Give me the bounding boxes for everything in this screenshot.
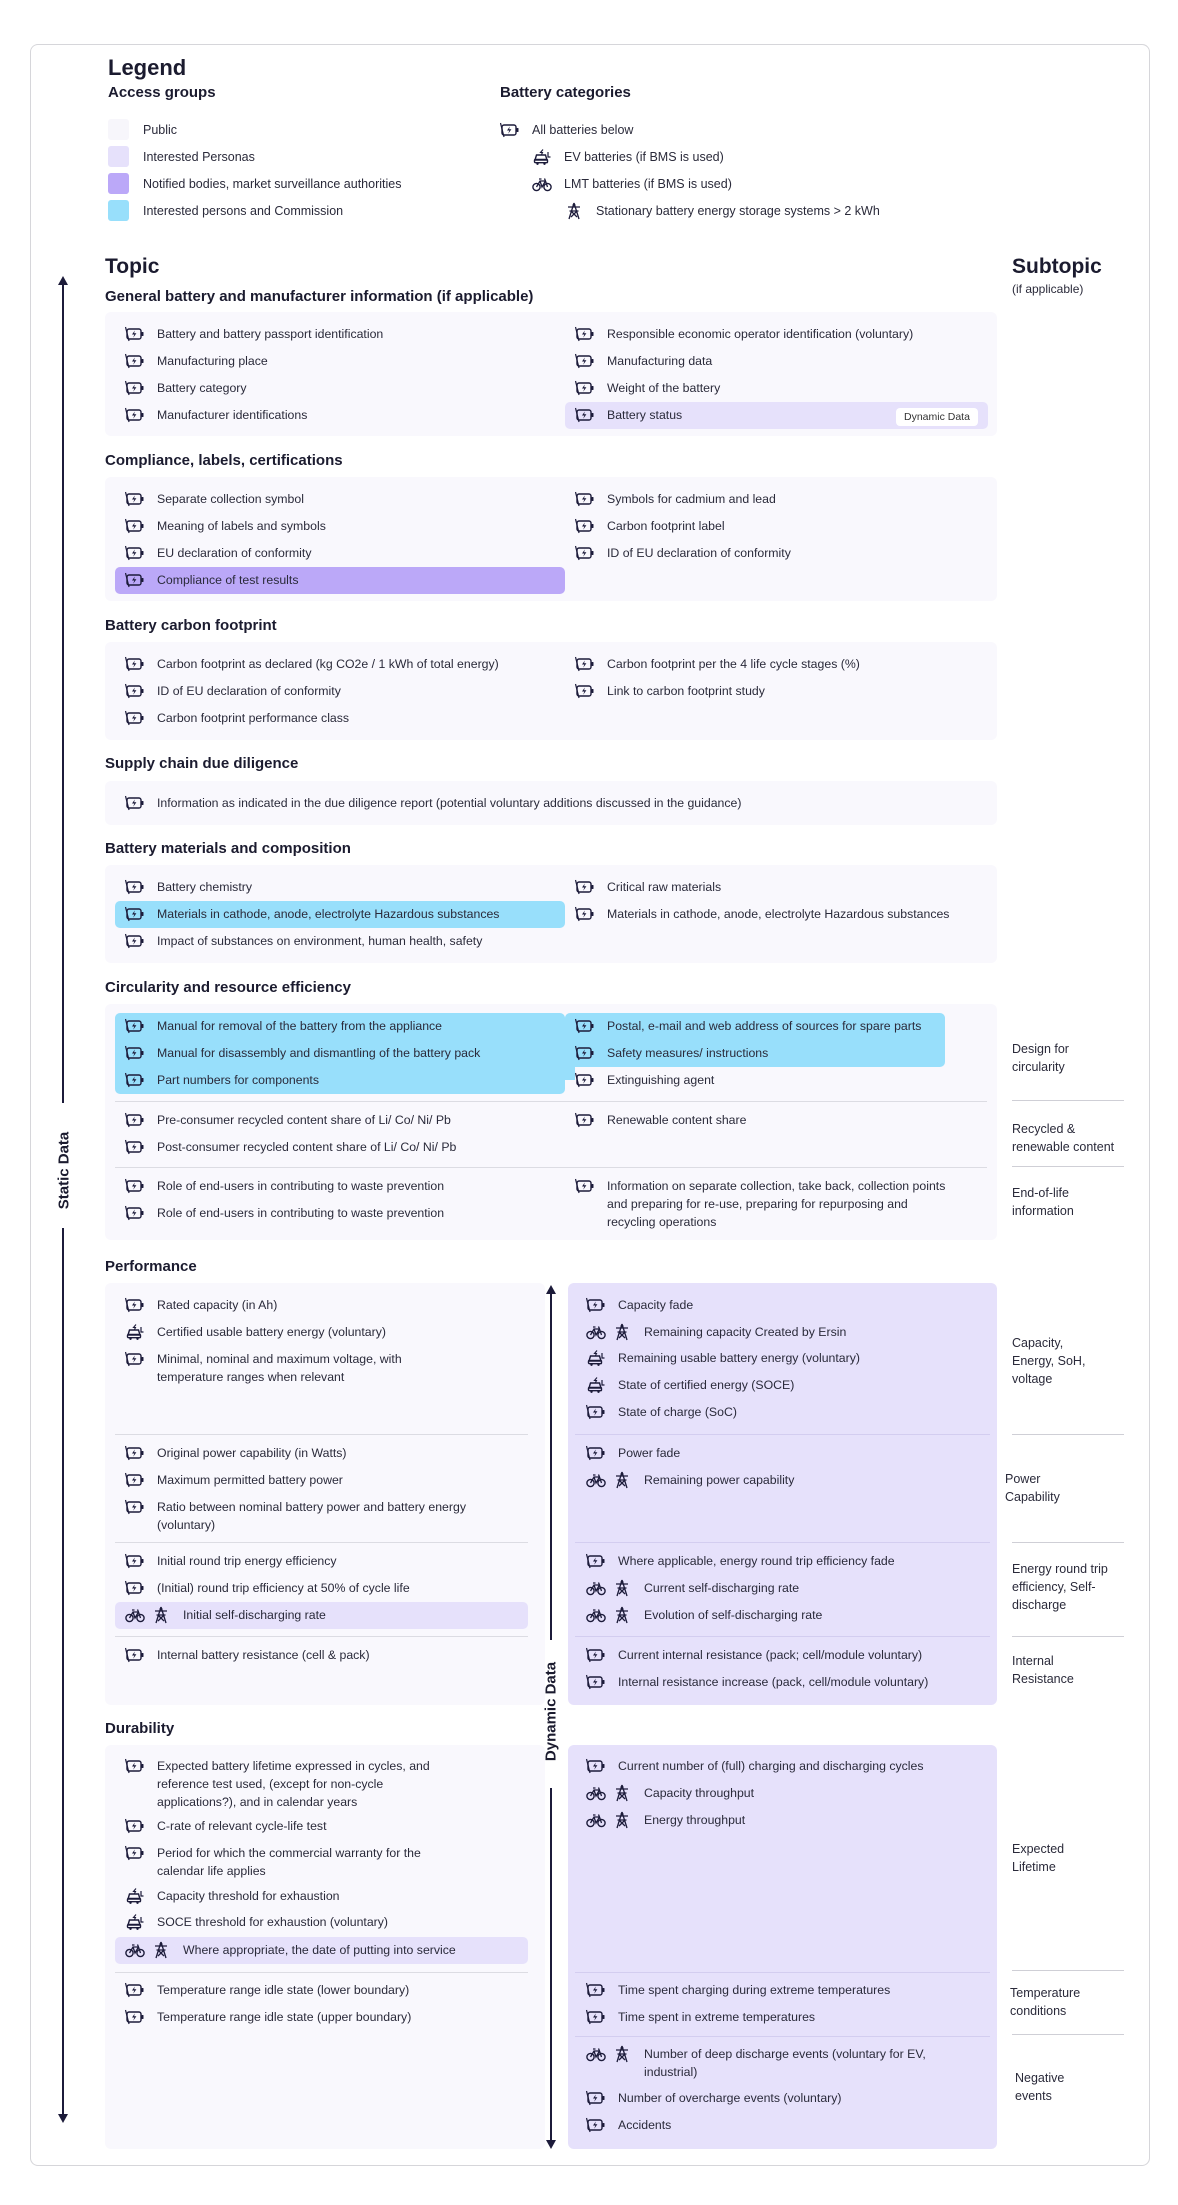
legend-access-public xyxy=(108,119,177,140)
subtopic-title: Subtopic xyxy=(1012,255,1102,278)
pylon-icon xyxy=(151,1941,171,1959)
highlight-circularity-join xyxy=(555,1050,575,1080)
list-item: Role of end-users in contributing to waste prevention xyxy=(125,1204,444,1222)
list-item: Extinguishing agent xyxy=(575,1071,714,1089)
list-item: ID of EU declaration of conformity xyxy=(125,682,341,700)
battery-icon xyxy=(586,2008,606,2026)
subtopic-recycled-content: Recycled & renewable content xyxy=(1012,1122,1115,1154)
subtopic-note: (if applicable) xyxy=(1012,282,1084,296)
dynamic-arrow-line-top xyxy=(550,1292,552,1640)
dynamic-arrow-head-down xyxy=(546,2140,556,2149)
battery-icon xyxy=(125,794,145,812)
divider xyxy=(575,1434,990,1435)
list-item: Postal, e-mail and web address of sources for spare parts xyxy=(575,1017,921,1035)
list-item: Time spent in extreme temperatures xyxy=(586,2008,815,2026)
legend-category-ev xyxy=(532,148,724,166)
battery-icon xyxy=(575,905,595,923)
list-item: Power fade xyxy=(586,1444,680,1462)
legend-category-all xyxy=(500,121,633,139)
ev-icon xyxy=(532,148,552,166)
divider xyxy=(115,1542,528,1543)
divider xyxy=(575,1972,990,1973)
list-item: Separate collection symbol xyxy=(125,490,304,508)
battery-icon xyxy=(586,1296,606,1314)
legend-label: EV batteries (if BMS is used) xyxy=(564,150,724,164)
list-item: Evolution of self-discharging rate xyxy=(586,1606,822,1624)
battery-icon xyxy=(125,1111,145,1129)
battery-icon xyxy=(575,517,595,535)
battery-icon xyxy=(125,1204,145,1222)
list-item: Time spent charging during extreme temperatures xyxy=(586,1981,890,1999)
list-item: Energy throughput xyxy=(586,1811,745,1829)
divider xyxy=(575,1636,990,1637)
pylon-icon xyxy=(564,202,584,220)
list-item: Initial round trip energy efficiency xyxy=(125,1552,337,1570)
subtopic-divider xyxy=(1012,1542,1124,1543)
section-title-supply: Supply chain due diligence xyxy=(105,755,299,772)
legend-access-notified-bodies xyxy=(108,173,401,194)
battery-icon xyxy=(586,2089,606,2107)
divider xyxy=(115,1972,528,1973)
list-item: Period for which the commercial warranty for the calendar life applies xyxy=(125,1844,455,1880)
list-item: Remaining power capability xyxy=(586,1471,794,1489)
section-title-general: General battery and manufacturer information (if applicable) xyxy=(105,288,534,305)
battery-icon xyxy=(125,878,145,896)
bike-icon xyxy=(125,1941,145,1959)
battery-icon xyxy=(125,352,145,370)
subtopic-negative-events: Negative events xyxy=(1015,2071,1065,2103)
divider xyxy=(115,1434,528,1435)
battery-icon xyxy=(125,1350,145,1368)
pylon-icon xyxy=(612,1811,632,1829)
battery-icon xyxy=(125,1552,145,1570)
list-item: ID of EU declaration of conformity xyxy=(575,544,791,562)
subtopic-energy-round-trip: Energy round trip efficiency, Self-discharge xyxy=(1012,1562,1108,1612)
pylon-icon xyxy=(612,1784,632,1802)
list-item: Materials in cathode, anode, electrolyte Hazardous substances xyxy=(125,905,499,923)
battery-icon xyxy=(575,1071,595,1089)
list-item: Manufacturer identifications xyxy=(125,406,307,424)
battery-icon xyxy=(125,325,145,343)
battery-icon xyxy=(125,1646,145,1664)
list-item: Number of deep discharge events (voluntary for EV, industrial) xyxy=(586,2045,926,2081)
battery-icon xyxy=(575,325,595,343)
list-item: Carbon footprint per the 4 life cycle stages (%) xyxy=(575,655,860,673)
list-item: Critical raw materials xyxy=(575,878,721,896)
battery-icon xyxy=(575,1177,595,1195)
divider xyxy=(575,2036,990,2037)
battery-icon xyxy=(586,1757,606,1775)
pylon-icon xyxy=(612,1323,632,1341)
list-item: Post-consumer recycled content share of Li/ Co/ Ni/ Pb xyxy=(125,1138,456,1156)
subtopic-divider xyxy=(1012,1434,1124,1435)
list-item: Renewable content share xyxy=(575,1111,746,1129)
battery-icon xyxy=(125,1757,145,1775)
battery-icon xyxy=(125,1071,145,1089)
subtopic-expected-lifetime: Expected Lifetime xyxy=(1012,1842,1065,1874)
legend-label: Stationary battery energy storage systems > 2 kWh xyxy=(596,204,880,218)
list-item: (Initial) round trip efficiency at 50% of cycle life xyxy=(125,1579,410,1597)
pylon-icon xyxy=(612,1606,632,1624)
list-item: Maximum permitted battery power xyxy=(125,1471,343,1489)
battery-icon xyxy=(575,878,595,896)
list-item: Rated capacity (in Ah) xyxy=(125,1296,277,1314)
legend-label: Public xyxy=(143,122,178,137)
battery-icon xyxy=(586,1981,606,1999)
list-item: SOCE threshold for exhaustion (voluntary) xyxy=(125,1913,388,1931)
legend-label: Notified bodies, market surveillance authorities xyxy=(143,176,402,191)
battery-icon xyxy=(125,932,145,950)
battery-icon xyxy=(586,1444,606,1462)
divider xyxy=(115,1167,987,1168)
list-item: Battery chemistry xyxy=(125,878,252,896)
bike-icon xyxy=(586,1784,606,1802)
list-item: Link to carbon footprint study xyxy=(575,682,765,700)
list-item: Temperature range idle state (lower boundary) xyxy=(125,1981,409,1999)
battery-icon xyxy=(586,1673,606,1691)
pylon-icon xyxy=(612,1579,632,1597)
swatch-notified-bodies xyxy=(108,173,129,194)
list-item: Carbon footprint label xyxy=(575,517,725,535)
bike-icon xyxy=(586,1811,606,1829)
battery-icon xyxy=(125,682,145,700)
list-item: Safety measures/ instructions xyxy=(575,1044,768,1062)
battery-icon xyxy=(586,1646,606,1664)
list-item: Internal battery resistance (cell & pack) xyxy=(125,1646,370,1664)
ev-icon xyxy=(586,1349,606,1367)
static-arrow-line-top xyxy=(62,283,64,1103)
battery-icon xyxy=(575,682,595,700)
battery-icon xyxy=(125,517,145,535)
battery-icon xyxy=(125,1044,145,1062)
divider xyxy=(575,1542,990,1543)
battery-icon xyxy=(575,352,595,370)
list-item: Weight of the battery xyxy=(575,379,720,397)
battery-icon xyxy=(125,1017,145,1035)
bike-icon xyxy=(586,1471,606,1489)
list-item: Manufacturing place xyxy=(125,352,268,370)
battery-icon xyxy=(125,1296,145,1314)
list-item: Materials in cathode, anode, electrolyte Hazardous substances xyxy=(575,905,949,923)
list-item: Manual for disassembly and dismantling of the battery pack xyxy=(125,1044,480,1062)
ev-icon xyxy=(125,1887,145,1905)
list-item: Current number of (full) charging and discharging cycles xyxy=(586,1757,924,1775)
list-item: Remaining capacity Created by Ersin xyxy=(586,1323,846,1341)
list-item: Pre-consumer recycled content share of Li/ Co/ Ni/ Pb xyxy=(125,1111,451,1129)
bike-icon xyxy=(532,175,552,193)
list-item: Remaining usable battery energy (voluntary) xyxy=(586,1349,860,1367)
list-item: Information as indicated in the due diligence report (potential voluntary additions discussed in the guidance) xyxy=(125,794,741,812)
dynamic-data-badge: Dynamic Data xyxy=(896,408,978,426)
legend-access-interested-personas xyxy=(108,146,255,167)
subtopic-end-of-life: End-of-life information xyxy=(1012,1186,1074,1218)
battery-icon xyxy=(125,905,145,923)
ev-icon xyxy=(125,1913,145,1931)
section-title-compliance: Compliance, labels, certifications xyxy=(105,452,343,469)
battery-icon xyxy=(586,1552,606,1570)
list-item: Symbols for cadmium and lead xyxy=(575,490,776,508)
subtopic-design-for-circularity: Design for circularity xyxy=(1012,1042,1069,1074)
battery-icon xyxy=(125,1817,145,1835)
list-item: Number of overcharge events (voluntary) xyxy=(586,2089,842,2107)
list-item: Role of end-users in contributing to waste prevention xyxy=(125,1177,444,1195)
static-arrow-head-down xyxy=(58,2114,68,2123)
list-item: Original power capability (in Watts) xyxy=(125,1444,347,1462)
pylon-icon xyxy=(612,2045,632,2063)
battery-icon xyxy=(575,1044,595,1062)
battery-icon xyxy=(575,655,595,673)
legend-access-commission xyxy=(108,200,343,221)
list-item: Internal resistance increase (pack, cell/module voluntary) xyxy=(586,1673,928,1691)
list-item: State of certified energy (SOCE) xyxy=(586,1376,794,1394)
list-item: Information on separate collection, take back, collection points and preparing for re-use, preparing for repurposing and recycling operations xyxy=(575,1177,955,1231)
list-item: Capacity throughput xyxy=(586,1784,754,1802)
list-item: Carbon footprint as declared (kg CO2e / 1 kWh of total energy) xyxy=(125,655,499,673)
access-groups-title: Access groups xyxy=(108,84,216,101)
section-box-performance-static xyxy=(105,1283,545,1705)
battery-icon xyxy=(575,1017,595,1035)
battery-icon xyxy=(125,709,145,727)
battery-icon xyxy=(125,490,145,508)
section-title-performance: Performance xyxy=(105,1258,197,1275)
list-item: Meaning of labels and symbols xyxy=(125,517,326,535)
subtopic-internal-resistance: Internal Resistance xyxy=(1012,1654,1074,1686)
battery-icon xyxy=(500,121,520,139)
battery-icon xyxy=(575,406,595,424)
battery-categories-title: Battery categories xyxy=(500,84,631,101)
swatch-public xyxy=(108,119,129,140)
subtopic-temperature-conditions: Temperature conditions xyxy=(1010,1986,1081,2018)
list-item: EU declaration of conformity xyxy=(125,544,311,562)
bike-icon xyxy=(586,1323,606,1341)
battery-icon xyxy=(125,1579,145,1597)
list-item: Battery status xyxy=(575,406,682,424)
battery-icon xyxy=(125,1444,145,1462)
list-item: Ratio between nominal battery power and battery energy (voluntary) xyxy=(125,1498,505,1534)
battery-icon xyxy=(125,544,145,562)
list-item: Responsible economic operator identification (voluntary) xyxy=(575,325,913,343)
list-item: Current internal resistance (pack; cell/module voluntary) xyxy=(586,1646,922,1664)
list-item: Capacity fade xyxy=(586,1296,693,1314)
battery-icon xyxy=(125,1471,145,1489)
list-item: Battery and battery passport identification xyxy=(125,325,383,343)
legend-label: Interested persons and Commission xyxy=(143,203,344,218)
battery-icon xyxy=(125,1498,145,1516)
legend-label: All batteries below xyxy=(532,123,634,137)
legend-category-stationary xyxy=(564,202,880,220)
section-box-performance-dynamic xyxy=(568,1283,997,1705)
list-item: Carbon footprint performance class xyxy=(125,709,349,727)
list-item: Impact of substances on environment, human health, safety xyxy=(125,932,482,950)
battery-icon xyxy=(125,406,145,424)
battery-icon xyxy=(575,490,595,508)
list-item: Initial self-discharging rate xyxy=(125,1606,326,1624)
battery-icon xyxy=(586,2116,606,2134)
list-item: Part numbers for components xyxy=(125,1071,319,1089)
battery-icon xyxy=(125,1138,145,1156)
list-item: Manufacturing data xyxy=(575,352,712,370)
battery-icon xyxy=(125,1844,145,1862)
subtopic-divider xyxy=(1012,1100,1124,1101)
pylon-icon xyxy=(151,1606,171,1624)
list-item: Battery category xyxy=(125,379,247,397)
list-item: State of charge (SoC) xyxy=(586,1403,737,1421)
section-title-materials: Battery materials and composition xyxy=(105,840,351,857)
ev-icon xyxy=(586,1376,606,1394)
list-item: Accidents xyxy=(586,2116,671,2134)
battery-icon xyxy=(125,1981,145,1999)
swatch-interested-personas xyxy=(108,146,129,167)
legend-label: LMT batteries (if BMS is used) xyxy=(564,177,732,191)
battery-icon xyxy=(125,655,145,673)
list-item: Expected battery lifetime expressed in cycles, and reference test used, (except for non-cycle applications?), and in calendar years xyxy=(125,1757,455,1811)
battery-icon xyxy=(575,544,595,562)
legend-title: Legend xyxy=(108,55,187,80)
swatch-commission xyxy=(108,200,129,221)
section-title-carbon: Battery carbon footprint xyxy=(105,617,277,634)
battery-icon xyxy=(575,1111,595,1129)
pylon-icon xyxy=(612,1471,632,1489)
list-item: Where appropriate, the date of putting into service xyxy=(125,1941,456,1959)
topic-title: Topic xyxy=(105,255,160,278)
dynamic-arrow-line-bottom xyxy=(550,1788,552,2142)
list-item: Minimal, nominal and maximum voltage, with temperature ranges when relevant xyxy=(125,1350,435,1386)
subtopic-divider xyxy=(1012,2034,1124,2035)
battery-icon xyxy=(125,2008,145,2026)
list-item: Temperature range idle state (upper boundary) xyxy=(125,2008,411,2026)
subtopic-divider xyxy=(1012,1970,1124,1971)
legend-label: Interested Personas xyxy=(143,149,255,164)
list-item: Current self-discharging rate xyxy=(586,1579,799,1597)
battery-icon xyxy=(125,379,145,397)
divider xyxy=(115,1101,987,1102)
list-item: Manual for removal of the battery from the appliance xyxy=(125,1017,442,1035)
battery-icon xyxy=(125,571,145,589)
static-data-label: Static Data xyxy=(55,1131,73,1210)
divider xyxy=(115,1636,528,1637)
bike-icon xyxy=(586,1606,606,1624)
ev-icon xyxy=(125,1323,145,1341)
list-item: Certified usable battery energy (voluntary) xyxy=(125,1323,386,1341)
section-title-circularity: Circularity and resource efficiency xyxy=(105,979,351,996)
battery-icon xyxy=(586,1403,606,1421)
section-title-durability: Durability xyxy=(105,1720,175,1737)
dynamic-data-label: Dynamic Data xyxy=(542,1661,560,1762)
list-item: Compliance of test results xyxy=(125,571,298,589)
static-arrow-line-bottom xyxy=(62,1228,64,2116)
list-item: Capacity threshold for exhaustion xyxy=(125,1887,340,1905)
battery-icon xyxy=(575,379,595,397)
list-item: C-rate of relevant cycle-life test xyxy=(125,1817,327,1835)
subtopic-power-capability: Power Capability xyxy=(1005,1472,1060,1504)
subtopic-capacity-energy: Capacity, Energy, SoH, voltage xyxy=(1012,1336,1086,1386)
bike-icon xyxy=(586,1579,606,1597)
bike-icon xyxy=(125,1606,145,1624)
legend-category-lmt xyxy=(532,175,732,193)
subtopic-divider xyxy=(1012,1166,1124,1167)
bike-icon xyxy=(586,2045,606,2063)
battery-icon xyxy=(125,1177,145,1195)
subtopic-divider xyxy=(1012,1636,1124,1637)
list-item: Where applicable, energy round trip efficiency fade xyxy=(586,1552,895,1570)
